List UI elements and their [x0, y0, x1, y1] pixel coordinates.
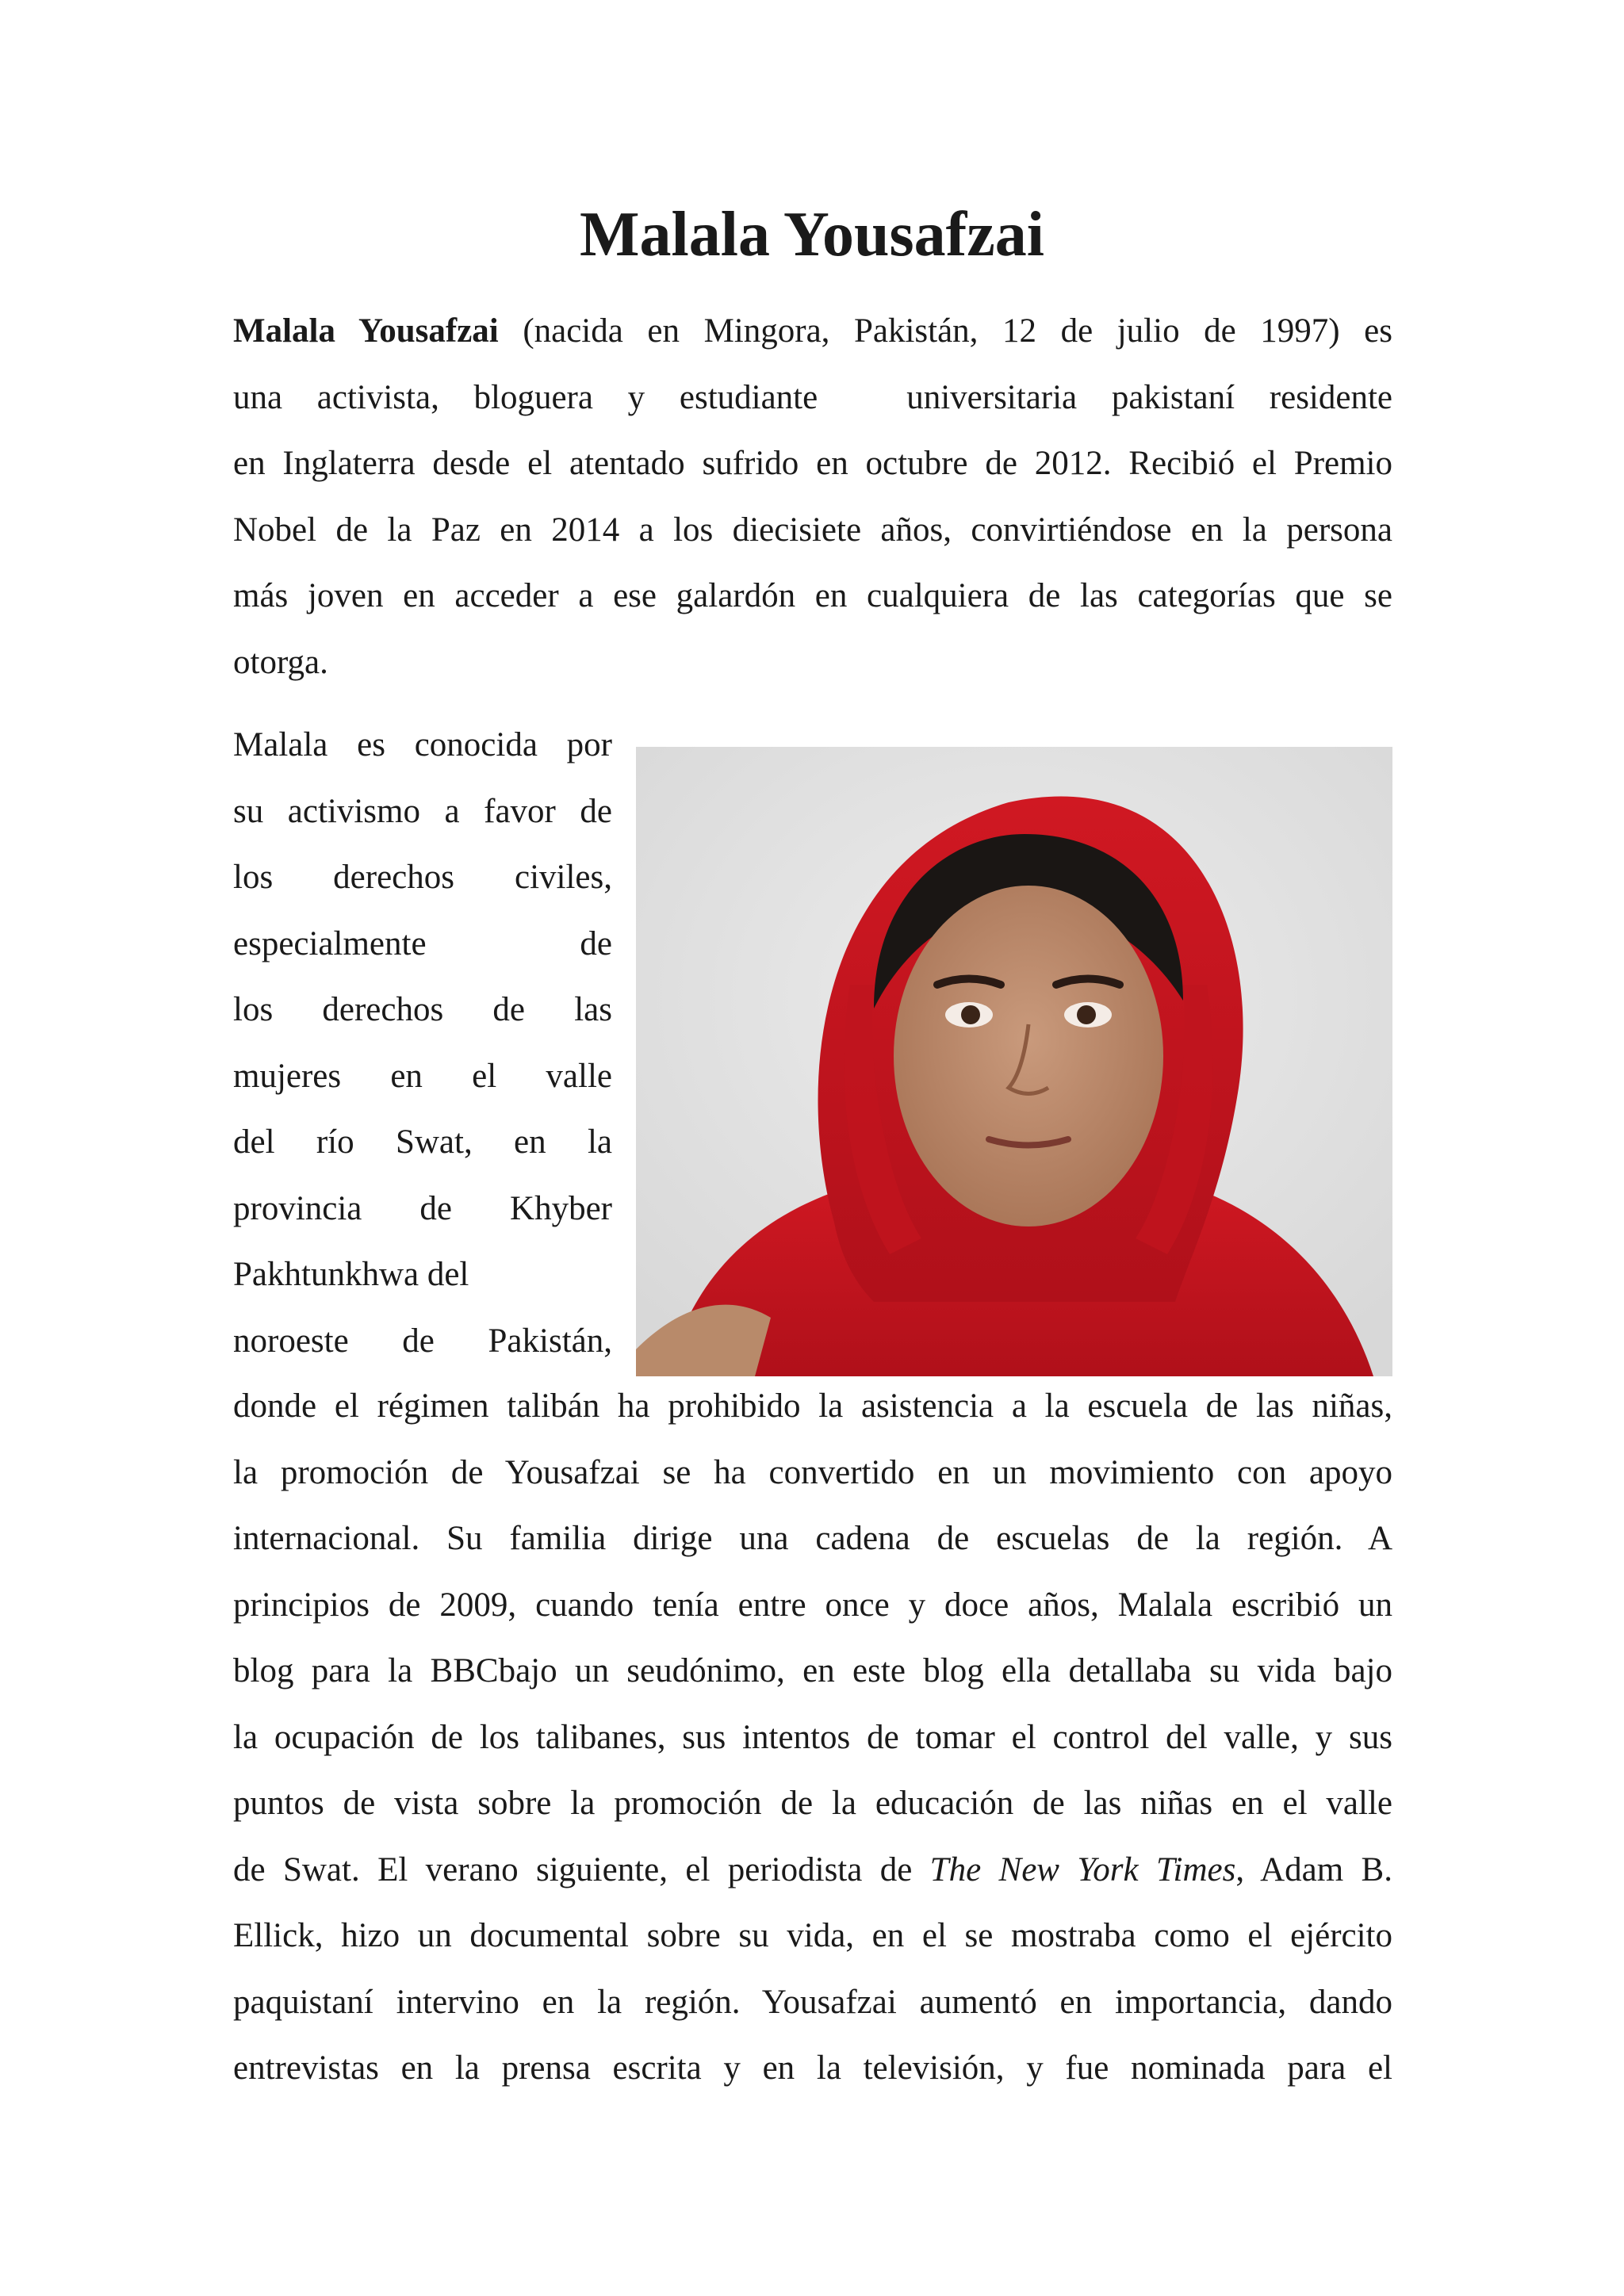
paragraph-line: puntos de vista sobre la promoción de la educación de las niñas en el valle — [233, 1785, 1392, 1822]
intro-line-5: más joven en acceder a ese galardón en cualquiera de las categorías que se — [233, 577, 1392, 614]
intro-line-1 — [233, 298, 1392, 365]
paragraph-line: paquistaní intervino en la región. Yousafzai aumentó en importancia, dando — [233, 1983, 1392, 2021]
intro-line-2-b: universitaria pakistaní residente — [906, 378, 1392, 416]
wrap-line: mujeres en el valle — [233, 1057, 612, 1095]
wrapped-text-column — [233, 712, 612, 1374]
intro-paragraph — [233, 298, 1392, 695]
portrait-illustration — [636, 747, 1392, 1376]
paragraph-line: entrevistas en la prensa escrita y en la televisión, y fue nominada para el — [233, 2049, 1392, 2087]
bold-name: Malala Yousafzai — [233, 312, 499, 350]
paragraph-line: la ocupación de los talibanes, sus intentos de tomar el control del valle, y sus — [233, 1718, 1392, 1756]
paragraph-line: donde el régimen talibán ha prohibido la asistencia a la escuela de las niñas, — [233, 1387, 1392, 1425]
newspaper-title: The New York Times — [929, 1850, 1236, 1888]
paragraph-line — [233, 1837, 1392, 1904]
wrap-line: los derechos civiles, — [233, 859, 612, 896]
wrap-line: los derechos de las — [233, 991, 612, 1028]
line-8-start: de Swat. El verano siguiente, el periodista de — [233, 1850, 930, 1888]
line-8-end: , Adam B. — [1235, 1850, 1392, 1888]
intro-line-2 — [233, 365, 1392, 431]
paragraph-line: internacional. Su familia dirige una cadena de escuelas de la región. A — [233, 1520, 1392, 1557]
wrap-line: su activismo a favor de — [233, 792, 612, 830]
intro-line-4: Nobel de la Paz en 2014 a los diecisiete años, convirtiéndose en la persona — [233, 511, 1392, 549]
wrap-line: provincia de Khyber — [233, 1189, 612, 1227]
wrap-line: Malala es conocida por — [233, 726, 612, 763]
wrap-line: especialmente de — [233, 924, 612, 962]
intro-line-2-a: una activista, bloguera y estudiante — [233, 378, 818, 416]
wrap-line: noroeste de Pakistán, — [233, 1322, 612, 1360]
wrap-line: Pakhtunkhwa del — [233, 1256, 469, 1293]
main-paragraph — [233, 1373, 1392, 2102]
portrait-photo — [636, 747, 1392, 1376]
wrap-line: del río Swat, en la — [233, 1123, 612, 1161]
paragraph-line: blog para la BBCbajo un seudónimo, en este blog ella detallaba su vida bajo — [233, 1652, 1392, 1689]
paragraph-line: la promoción de Yousafzai se ha convertido en un movimiento con apoyo — [233, 1453, 1392, 1491]
page-title: Malala Yousafzai — [580, 200, 1044, 270]
intro-line-1-rest: (nacida en Mingora, Pakistán, 12 de julio de 1997) es — [498, 312, 1393, 350]
intro-line-3: en Inglaterra desde el atentado sufrido en octubre de 2012. Recibió el Premio — [233, 445, 1392, 482]
paragraph-line: Ellick, hizo un documental sobre su vida, en el se mostraba como el ejército — [233, 1917, 1392, 1954]
paragraph-line: principios de 2009, cuando tenía entre once y doce años, Malala escribió un — [233, 1586, 1392, 1624]
intro-line-6: otorga. — [233, 643, 328, 681]
